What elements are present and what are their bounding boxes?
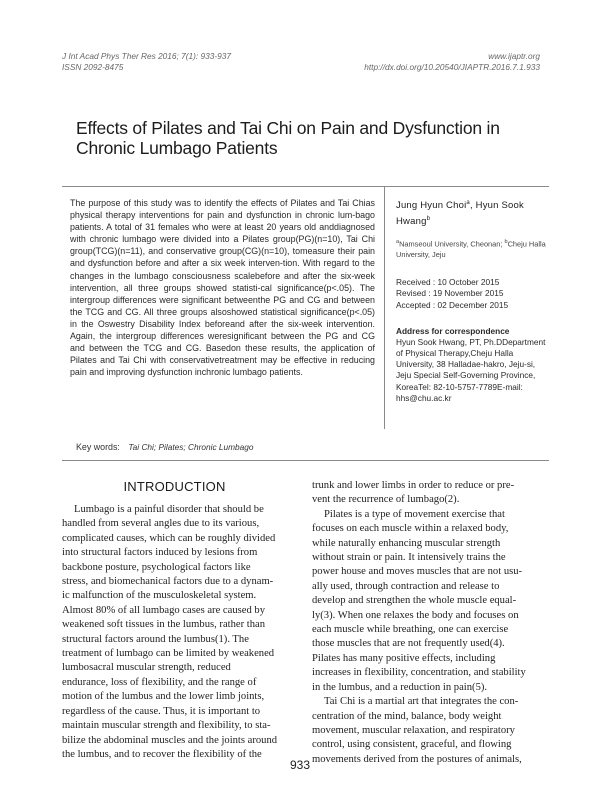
author-info <box>396 197 546 404</box>
article-title <box>76 118 546 158</box>
body-text-line: endurance, loss of flexibility, and the range of <box>62 676 257 688</box>
body-text-line: ly(3). When one relaxes the body and focuses on <box>312 609 519 621</box>
section-heading-introduction: INTRODUCTION <box>123 479 226 494</box>
affil-b-sup: b <box>504 239 508 246</box>
body-text-line: control, using consistent, graceful, and flowing <box>312 739 512 751</box>
abstract-line: on these results, the application of Pilates and Tai Chi with conservative <box>70 343 375 366</box>
body-text-line: without strain or pain. It intensively trains the <box>312 552 506 564</box>
correspondence-address <box>396 337 546 404</box>
received-date: Received : 10 October 2015 <box>396 276 500 287</box>
body-column-left <box>62 503 297 762</box>
journal-header-right <box>364 51 540 73</box>
keywords-label: Key words: <box>76 442 120 452</box>
abstract-line: The purpose of this study was to identify the effects of Pilates and Tai Chi <box>70 198 366 208</box>
journal-header-left <box>62 51 231 73</box>
page-number: 933 <box>289 758 311 772</box>
issn: ISSN 2092-8475 <box>62 62 124 72</box>
abstract-line: the PG and CG and between the TCG and CG. All three groups also <box>70 294 375 317</box>
body-text-line: structural factors around the lumbus(1). The <box>62 633 249 645</box>
body-text-line: vent the recurrence of lumbago(2). <box>312 494 460 506</box>
body-text-line: bilize the abdominal muscles and the joints around <box>62 734 278 746</box>
body-text-line: power house and moves muscles that are not usu- <box>312 566 523 578</box>
correspondence-line: Department of Physical Therapy, <box>396 336 546 358</box>
affiliations <box>396 237 546 259</box>
body-text-line: ic malfunction of the musculoskeletal system. <box>62 590 257 602</box>
body-text-line: weakened soft tissues in the lumbus, rather than <box>62 619 265 631</box>
correspondence-line: Governing Province, Korea <box>396 370 536 392</box>
abstract-line: treatment may be effective in reducing pain and improving dysfunction in <box>70 355 375 378</box>
body-text-line: the lumbus, and to recover the flexibility of the <box>62 748 262 760</box>
body-text-line: treatment of lumbago can be limited by weakened <box>62 648 275 660</box>
abstract-line: and after the six-week intervention. Again, the intergroup differences were <box>70 318 375 342</box>
revised-date: Revised : 19 November 2015 <box>396 288 504 299</box>
journal-citation: J Int Acad Phys Ther Res 2016; 7(1): 933-937 <box>62 51 231 61</box>
abstract-line: diagnosed with chronic lumbago were divided into a Pilates group(PG) <box>70 222 375 245</box>
body-text-line: lumbosacral muscular strength, reduced <box>62 662 231 674</box>
body-text-line: in the lumbus, and a reduction in pain(5). <box>312 681 488 693</box>
abstract-line: as physical therapy interventions for pain and dysfunction in chronic lum- <box>70 198 375 221</box>
body-text-line: develop and strengthen the whole muscle equal- <box>312 595 517 607</box>
body-text-line: those muscles that are not frequently used(4). <box>312 638 505 650</box>
journal-url[interactable]: www.ijaptr.org <box>488 51 540 61</box>
column-divider <box>384 186 385 429</box>
author-1-sup: a <box>466 200 470 206</box>
correspondence-line: hakro, Jeju-si, Jeju Special Self- <box>396 359 536 381</box>
abstract-line: (n=10), Tai Chi group(TCG)(n=11), and conservative group(CG)(n=10), to <box>70 234 375 257</box>
author-2-sup: b <box>426 215 431 222</box>
body-text-line: Lumbago is a painful disorder that should be <box>74 504 264 515</box>
affil-a: Namseoul University, Cheonan; <box>399 239 505 249</box>
accepted-date: Accepted : 02 December 2015 <box>396 299 509 310</box>
body-text-line: Tai Chi is a martial art that integrates the con- <box>324 696 519 708</box>
affil-b: Cheju Halla University, Jeju <box>396 239 546 259</box>
body-text-line: complicated causes, which can be roughly divided <box>62 532 276 544</box>
body-text-line: handled from several angles due to its various, <box>62 518 260 530</box>
body-text-line: regardless of the cause. Thus, it is important to <box>62 705 261 717</box>
body-text-line: movement, muscular relaxation, and respiratory <box>312 724 515 736</box>
abstract-line: showed statistical significance(p<.05) in the Oswestry Disability Index before <box>70 306 375 329</box>
abstract-line: chronic lumbago patients. <box>201 367 303 378</box>
body-text-line: backbone posture, psychological factors like <box>62 561 251 573</box>
abstract-line: measure their pain and dysfunction before and after a six week interven- <box>70 246 375 269</box>
keywords-values: Tai Chi; Pilates; Chronic Lumbago <box>128 442 254 452</box>
body-text-line: Pilates has many positive effects, including <box>312 652 496 664</box>
body-column-right <box>312 479 547 767</box>
correspondence-heading: Address for correspondence <box>396 325 510 336</box>
title-line: Effects of Pilates and Tai Chi on Pain and Dysfunction in <box>76 118 500 138</box>
body-text-line: centration of the mind, balance, body weight <box>312 710 502 722</box>
abstract-line: bago patients. A total of 31 females who were at least 20 years old and <box>70 210 375 233</box>
abstract <box>70 197 375 378</box>
authors <box>396 197 546 228</box>
author-2: Hwang <box>396 215 427 227</box>
abstract-line: tion. With regard to the changes in the lumbago consciousness scale <box>70 258 375 281</box>
title-line: Chronic Lumbago Patients <box>76 138 278 158</box>
abstract-line: before and after the six-week intervention, all three groups showed statisti- <box>70 270 375 293</box>
correspondence-line: Hyun Sook Hwang, PT, Ph.D <box>396 336 503 347</box>
correspondence-line: Tel: 82-10-5757-7789 <box>418 381 498 392</box>
doi-link[interactable]: http://dx.doi.org/10.20540/JIAPTR.2016.7.1.933 <box>364 62 540 72</box>
body-text-line: motion of the lumbus and the lower limb joints, <box>62 691 265 703</box>
abstract-line: significant between the PG and CG and between the TCG and CG. Based <box>70 331 375 354</box>
article-dates <box>396 277 546 312</box>
body-text-line: stress, and biomechanical factors due to a dynam- <box>62 576 274 588</box>
affil-a-sup: a <box>396 239 400 246</box>
body-text-line: movements derived from the postures of animals, <box>312 753 522 765</box>
keywords <box>76 442 254 452</box>
body-text-line: each muscle while breathing, one can exercise <box>312 624 509 636</box>
author-2-part: , Hyun Sook <box>469 200 524 212</box>
body-text-line: trunk and lower limbs in order to reduce or pre- <box>312 480 515 491</box>
body-text-line: focuses on each muscle within a relaxed body, <box>312 523 509 535</box>
body-text-line: ally used, through contraction and release to <box>312 580 500 592</box>
correspondence-line: E-mail: hhs@chu.ac.kr <box>396 381 523 403</box>
author-1: Jung Hyun Choi <box>396 200 467 212</box>
body-text-line: maintain muscular strength and flexibility, to sta- <box>62 720 271 732</box>
body-text-line: into structural factors induced by lesions from <box>62 547 258 559</box>
abstract-line: cal significance(p<.05). The intergroup differences were significant between <box>70 282 375 305</box>
body-text-line: increases in flexibility, concentration, and stability <box>312 667 526 679</box>
body-text-line: Pilates is a type of movement exercise that <box>324 508 505 520</box>
body-text-line: while naturally enhancing muscular strength <box>312 537 501 549</box>
body-text-line: Almost 80% of all lumbago cases are caused by <box>62 604 265 616</box>
correspondence-line: Cheju Halla University, 38 Halladae- <box>396 347 514 370</box>
